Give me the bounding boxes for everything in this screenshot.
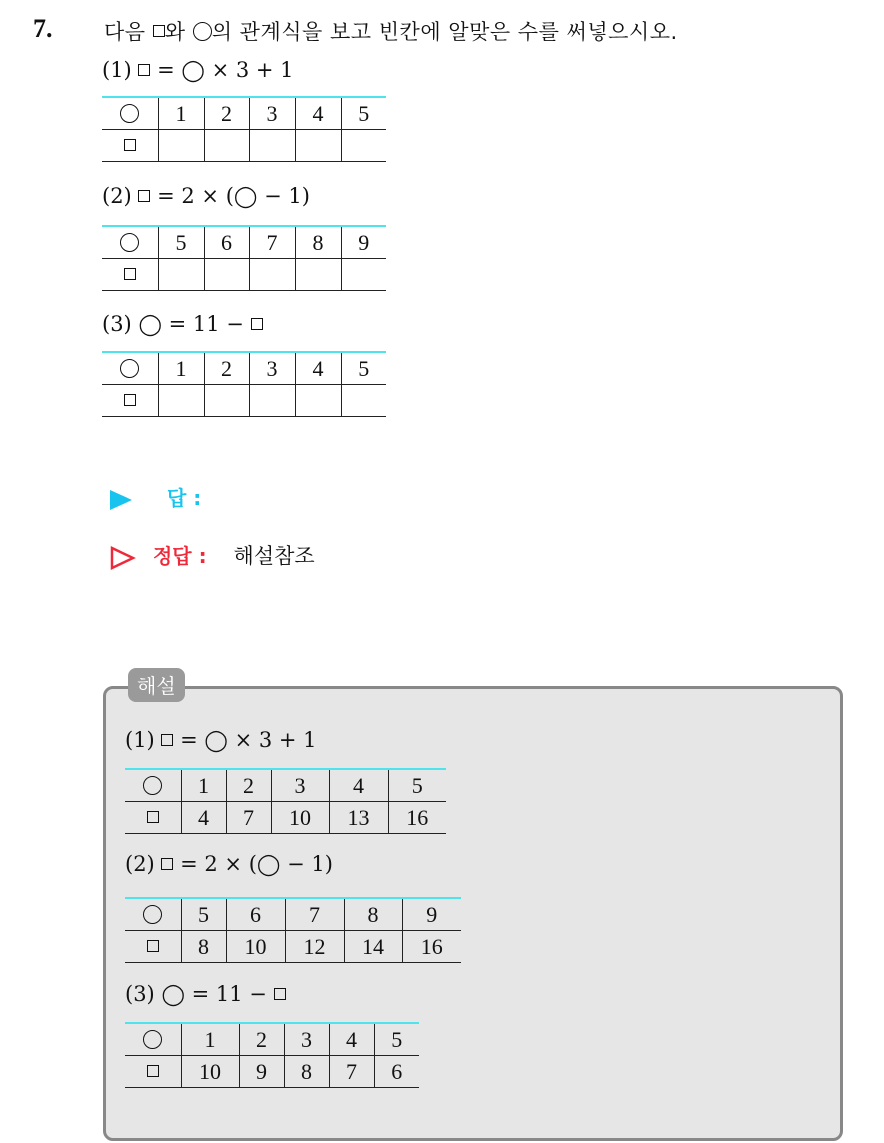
table-cell <box>102 226 158 259</box>
table-row <box>125 1023 419 1056</box>
outline-triangle-icon <box>110 546 136 570</box>
table-row <box>125 898 461 931</box>
table-cell <box>125 1056 181 1088</box>
answer-input-cell[interactable] <box>158 385 204 417</box>
table-cell: 7 <box>329 1056 374 1088</box>
answer-input-cell[interactable] <box>158 259 204 291</box>
answer-label: 답 : <box>166 486 202 510</box>
table-cell: 3 <box>249 352 295 385</box>
table-cell: 7 <box>226 802 271 834</box>
question-number: 7. <box>33 14 53 43</box>
question-text-after: 의 관계식을 보고 빈칸에 알맞은 수를 써넣으시오. <box>211 20 678 44</box>
table-cell: 6 <box>226 898 285 931</box>
correct-answer-value: 해설참조 <box>233 544 315 568</box>
table-cell: 12 <box>285 931 344 963</box>
square-symbol-icon <box>161 734 173 746</box>
table-cell: 9 <box>402 898 461 931</box>
table-cell: 1 <box>158 97 204 130</box>
answer-input-cell[interactable] <box>249 259 295 291</box>
table-cell: 8 <box>295 226 341 259</box>
table-row <box>102 352 386 385</box>
square-symbol-icon <box>138 64 150 76</box>
table-cell: 5 <box>158 226 204 259</box>
table-cell: 14 <box>344 931 402 963</box>
square-symbol-icon <box>124 139 136 151</box>
table-cell: 13 <box>329 802 388 834</box>
square-symbol-icon <box>138 190 150 202</box>
table-cell: 8 <box>344 898 402 931</box>
table-row <box>102 130 386 162</box>
circle-symbol-icon <box>120 359 139 378</box>
table-cell: 6 <box>204 226 249 259</box>
table-cell <box>125 802 181 834</box>
table-row <box>102 259 386 291</box>
answer-input-cell[interactable] <box>341 385 386 417</box>
table-cell: 16 <box>388 802 446 834</box>
circle-symbol-icon <box>120 104 139 123</box>
table-cell: 7 <box>285 898 344 931</box>
circle-symbol-icon <box>193 22 212 41</box>
solution-3-formula: (3) ◯ = 11 − <box>125 982 286 1006</box>
answer-input-cell[interactable] <box>341 259 386 291</box>
table-row <box>125 1056 419 1088</box>
square-symbol-icon <box>147 1065 159 1077</box>
circle-symbol-icon <box>143 776 162 795</box>
table-cell <box>102 130 158 162</box>
answer-input-cell[interactable] <box>341 130 386 162</box>
table-cell: 7 <box>249 226 295 259</box>
table-cell <box>125 1023 181 1056</box>
problem-2-formula: (2) = 2 × (◯ − 1) <box>102 184 310 208</box>
square-symbol-icon <box>274 988 286 1000</box>
table-cell <box>125 769 181 802</box>
table-row <box>102 226 386 259</box>
table-row <box>102 385 386 417</box>
problem-2-table <box>102 225 386 291</box>
circle-symbol-icon <box>143 905 162 924</box>
table-cell: 10 <box>181 1056 239 1088</box>
circle-symbol-icon <box>120 233 139 252</box>
table-cell: 3 <box>284 1023 329 1056</box>
square-symbol-icon <box>251 318 263 330</box>
solution-title: 해설 <box>128 668 185 702</box>
square-symbol-icon <box>124 394 136 406</box>
table-cell: 4 <box>329 769 388 802</box>
answer-input-cell[interactable] <box>204 259 249 291</box>
table-cell: 4 <box>329 1023 374 1056</box>
table-cell <box>102 259 158 291</box>
table-cell: 5 <box>341 352 386 385</box>
table-row <box>102 97 386 130</box>
table-cell: 4 <box>295 352 341 385</box>
answer-row <box>110 482 201 511</box>
question-text-middle: 와 <box>164 20 193 44</box>
table-cell: 2 <box>226 769 271 802</box>
table-cell: 9 <box>239 1056 284 1088</box>
table-cell <box>102 352 158 385</box>
table-row <box>125 931 461 963</box>
square-symbol-icon <box>161 858 173 870</box>
table-cell: 2 <box>204 97 249 130</box>
table-cell: 4 <box>295 97 341 130</box>
table-cell: 10 <box>271 802 329 834</box>
table-cell: 9 <box>341 226 386 259</box>
table-cell: 8 <box>181 931 226 963</box>
question-text-before: 다음 <box>104 20 153 44</box>
answer-input-cell[interactable] <box>295 130 341 162</box>
problem-3-formula: (3) ◯ = 11 − <box>102 312 263 336</box>
filled-triangle-icon <box>110 490 132 510</box>
table-cell: 2 <box>239 1023 284 1056</box>
table-cell: 6 <box>374 1056 419 1088</box>
table-row <box>125 802 446 834</box>
solution-3-table <box>125 1022 419 1088</box>
table-cell: 5 <box>341 97 386 130</box>
table-row <box>125 769 446 802</box>
question-text <box>104 16 678 46</box>
circle-symbol-icon <box>143 1030 162 1049</box>
solution-2-table <box>125 897 461 963</box>
table-cell <box>102 97 158 130</box>
problem-1-formula: (1) = ◯ × 3 + 1 <box>102 58 294 82</box>
solution-1-formula: (1) = ◯ × 3 + 1 <box>125 728 317 752</box>
table-cell: 3 <box>249 97 295 130</box>
table-cell <box>125 931 181 963</box>
square-symbol-icon <box>124 268 136 280</box>
table-cell: 10 <box>226 931 285 963</box>
table-cell: 5 <box>374 1023 419 1056</box>
correct-answer-row <box>110 540 315 570</box>
answer-input-cell[interactable] <box>295 385 341 417</box>
solution-1-table <box>125 768 446 834</box>
table-cell: 5 <box>388 769 446 802</box>
answer-input-cell[interactable] <box>295 259 341 291</box>
table-cell: 1 <box>158 352 204 385</box>
correct-answer-label: 정답 : <box>152 544 207 568</box>
table-cell: 1 <box>181 1023 239 1056</box>
table-cell: 5 <box>181 898 226 931</box>
table-cell: 16 <box>402 931 461 963</box>
square-symbol-icon <box>147 940 159 952</box>
square-symbol-icon <box>147 811 159 823</box>
answer-input-cell[interactable] <box>249 130 295 162</box>
answer-input-cell[interactable] <box>204 385 249 417</box>
table-cell: 3 <box>271 769 329 802</box>
square-symbol-icon <box>153 25 165 37</box>
answer-input-cell[interactable] <box>204 130 249 162</box>
table-cell <box>125 898 181 931</box>
table-cell <box>102 385 158 417</box>
problem-3-table <box>102 351 386 417</box>
table-cell: 8 <box>284 1056 329 1088</box>
table-cell: 2 <box>204 352 249 385</box>
problem-1-table <box>102 96 386 162</box>
solution-2-formula: (2) = 2 × (◯ − 1) <box>125 852 333 876</box>
answer-input-cell[interactable] <box>158 130 204 162</box>
table-cell: 1 <box>181 769 226 802</box>
table-cell: 4 <box>181 802 226 834</box>
answer-input-cell[interactable] <box>249 385 295 417</box>
